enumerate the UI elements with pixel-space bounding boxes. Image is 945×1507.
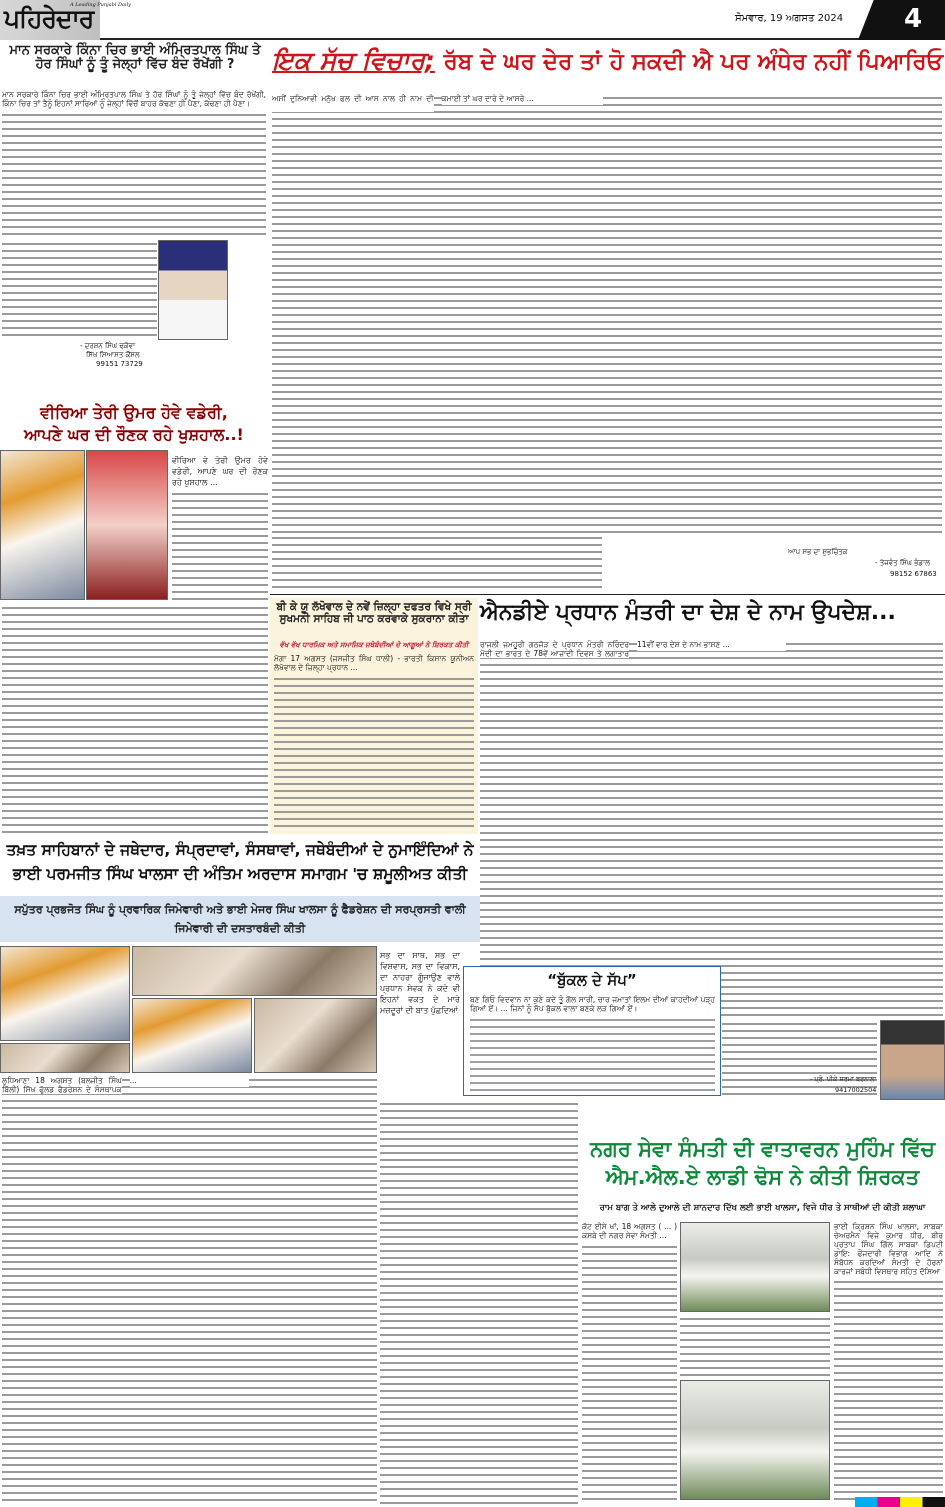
- left-top-body-text: ਮਾਨ ਸਰਕਾਰੇ ਕਿੰਨਾ ਚਿਰ ਭਾਈ ਅੰਮ੍ਰਿਤਪਾਲ ਸਿੰਘ ਤੇ ਹੋਰ ਸਿੰਘਾਂ ਨੂੰ ਤੂੰ ਜੇਲ੍ਹਾਂ ਵਿੱਚ ਬੰਦ ਰੱਖੇਂਗੀ, ਕਿੰਨਾ ਚਿਰ ਤਾਂ ਤੈਨੂੰ ਇਹਨਾਂ ਸਾਰਿਆਂ ਨੂੰ ਜੇਲ੍ਹਾਂ ਵਿੱਚੋਂ ਬਾਹਰ ਕੱਢਣਾ ਹੀ ਪੈਣਾ, ਕੱਢਣਾ ਹੀ ਪੈਣਾ।: [2, 90, 266, 108]
- takht-body: [2, 1076, 377, 1504]
- page-number-box: [858, 0, 945, 40]
- nda-author-photo: [880, 1020, 945, 1100]
- left-mid-headline-2: ਆਪਣੇ ਘਰ ਦੀ ਰੌਣਕ ਰਹੇ ਖੁਸ਼ਹਾਲ..!: [24, 425, 244, 444]
- wedding-photo-2: [86, 450, 168, 600]
- lead-kicker: ਇਕ ਸੱਚ ਵਿਚਾਰ;: [272, 46, 435, 75]
- lead-headline-text: ਰੱਬ ਦੇ ਘਰ ਦੇਰ ਤਾਂ ਹੋ ਸਕਦੀ ਐ ਪਰ ਅੰਧੇਰ ਨਹੀਂ ਪਿਆਰਿਓ: [443, 49, 944, 75]
- left-top-org: ਸਿੱਖ ਸਿਆਸਤ ਕੌਂਸਲ: [86, 351, 140, 359]
- nda-phone: 9417002504: [835, 1086, 877, 1094]
- left-mid-headline-1: ਵੀਰਿਆ ਤੇਰੀ ਉਮਰ ਹੋਵੇ ਵਡੇਰੀ,: [40, 403, 228, 422]
- takht-subhead: ਸਪੁੱਤਰ ਪ੍ਰਭਜੋਤ ਸਿੰਘ ਨੂੰ ਪ੍ਰਵਾਰਿਕ ਜਿਮੇਵਾਰੀ ਅਤੇ ਭਾਈ ਮੇਜਰ ਸਿੰਘ ਖਾਲਸਾ ਨੂੰ ਫੈਡਰੇਸ਼ਨ ਦੀ ਸਰਪ੍ਰਸਤੀ ਵਾਲੀ ਜਿਮੇਵਾਰੀ ਦੀ ਦਸਤਾਰਬੰਦੀ ਕੀਤੀ: [14, 903, 466, 935]
- ceremony-photo-5: [0, 1043, 130, 1073]
- lead-closing: ਆਪ ਸਭ ਦਾ ਸ਼ੁਭਚਿੰਤਕ: [788, 548, 848, 556]
- takht-body-text: ਲੁਧਿਆਣਾ 18 ਅਗਸਤ (ਬਲਜੀਤ ਸਿੰਘ ਬਿੱਲੀ) ਸਿੱਖ ਫੁੱਲਡ ਫੈਡਰੇਸ਼ਨ ਦੇ ਸੰਸਥਾਪਕ ...: [2, 1076, 249, 1094]
- nda-headline: ਐਨਡੀਏ ਪ੍ਰਧਾਨ ਮੰਤਰੀ ਦਾ ਦੇਸ਼ ਦੇ ਨਾਮ ਉਪਦੇਸ਼...: [480, 600, 896, 625]
- nagar-subhead: ਰਾਮ ਬਾਗ ਤੇ ਆਲੇ ਦੁਆਲੇ ਦੀ ਸ਼ਾਨਦਾਰ ਦਿੱਖ ਲਈ ਭਾਈ ਖਾਲਸਾ, ਵਿਜੇ ਧੀਰ ਤੇ ਸਾਥੀਆਂ ਦੀ ਕੀਤੀ ਸ਼ਲਾਘਾ: [599, 1203, 926, 1213]
- left-mid-side-lines: [172, 490, 268, 600]
- lead-author: - ਤੇਜਵੰਤ ਸਿੰਘ ਭੰਡਾਲ: [875, 559, 930, 567]
- left-top-body: [2, 90, 266, 240]
- nagar-body-text: ਕੋਟ ਈਸੇ ਖਾਂ, 18 ਅਗਸਤ ( ... ) ਕਸਬੇ ਦੀ ਨਗਰ ਸੇਵਾ ਸੰਮਤੀ ...: [582, 1222, 677, 1240]
- nagar-headline-2: ਐਮ.ਐਲ.ਏ ਲਾਡੀ ਢੋਸ ਨੇ ਕੀਤੀ ਸ਼ਿਰਕਤ: [605, 1165, 920, 1189]
- ceremony-photo-3: [132, 998, 252, 1073]
- left-mid-body: [2, 604, 268, 834]
- nagar-body: [582, 1222, 677, 1504]
- tagline: A Leading Punjabi Daily: [70, 2, 132, 8]
- bku-headline: ਬੀ ਕੇ ਯੂ ਲੱਖੋਵਾਲ ਦੇ ਨਵੇਂ ਜ਼ਿਲ੍ਹਾ ਦਫਤਰ ਵਿਖੇ ਸ੍ਰੀ ਸੁਖਮਨੀ ਸਾਹਿਬ ਜੀ ਪਾਠ ਕਰਵਾਕੇ ਸੁਕਰਾਨਾ ਕੀਤਾ: [276, 601, 472, 625]
- takht-side-text: [380, 950, 460, 1100]
- divider: [270, 594, 945, 595]
- logo: ਪਹਿਰੇਦਾਰ: [4, 4, 94, 33]
- bku-subhead: ਵੱਖ ਵੱਖ ਧਾਰਮਿਕ ਅਤੇ ਸਮਾਜਿਕ ਜਥੇਬੰਦੀਆਂ ਦੇ ਆਗੂਆਂ ਨੇ ਸ਼ਿਰਕਤ ਕੀਤੀ: [279, 641, 469, 649]
- lead-body-text: ਅਸੀਂ ਦੁਨਿਆਵੀ ਮਨੁੱਖ ਫਲ ਦੀ ਆਸ ਨਾਲ ਹੀ ਨਾਮ ਦੀ ਕਮਾਈ ਤਾਂ ਘਰ ਦਾਰੇ ਦੇ ਆਸਰੇ ...: [272, 94, 603, 112]
- bukkal-body-text: ਬਣ ਗਿਓ ਵਿਦਵਾਨ ਨਾ ਕੁਣੇ ਕਦੇ ਤੂੰ ਗੱਲ ਸਾਰੀ, ਚਾਰ ਜਮਾਤਾਂ ਇਲਮ ਦੀਆਂ ਕਾਹਦੀਆਂ ਪੜ੍ਹ ਗਿਆਂ ਏਂ। ... ਜਿਨਾਂ ਨੂੰ ਸੱਪ ਬੁੱਕਲ ਵਾਲਾ ਬਣਕੇ ਲੜ ਗਿਆਂ ਏਂ।: [470, 995, 715, 1013]
- ceremony-photo-4: [254, 998, 377, 1073]
- nagar-photo-2: [680, 1380, 830, 1500]
- nagar-body-2: [680, 1315, 830, 1377]
- author-photo: [158, 240, 228, 340]
- takht-headline-2: ਭਾਈ ਪਰਮਜੀਤ ਸਿੰਘ ਖਾਲਸਾ ਦੀ ਅੰਤਿਮ ਅਰਦਾਸ ਸਮਾਗਮ 'ਚ ਸ਼ਮੂਲੀਅਤ ਕੀਤੀ: [12, 865, 468, 883]
- nagar-photo-1: [680, 1222, 830, 1312]
- date: ਸੋਮਵਾਰ, 19 ਅਗਸਤ 2024: [735, 13, 844, 24]
- ceremony-photo-1: [0, 946, 130, 1041]
- nda-author: - ਪ੍ਰੋ. ਪੀਕੇ ਸ਼ਰਮਾ ਬਰਨਾਲਾ: [810, 1075, 877, 1083]
- left-top-author: - ਦਰਸ਼ਨ ਸਿੰਘ ਢਕੋਵਾ: [80, 342, 136, 350]
- nagar-side-text: [834, 1222, 943, 1504]
- lead-body: [272, 94, 942, 534]
- bukkal-title: “ਬੁੱਕਲ ਦੇ ਸੱਪ”: [547, 971, 637, 989]
- color-registration-bar: [855, 1497, 945, 1507]
- nda-body-text: ਰਾਜਲੀ ਜਮਹੂਰੀ ਗਠਜੋੜ ਦੇ ਪ੍ਰਧਾਨ ਮੰਤਰੀ ਨਰਿੰਦਰ ਮੋਦੀ ਦਾ ਭਾਰਤ ਦੇ 78ਵੇਂ ਆਜ਼ਾਦੀ ਦਿਵਸ ਤੇ ਲਗਾਤਾਰ 11ਵੀਂ ਵਾਰ ਦੇਸ਼ ਦੇ ਨਾਮ ਭਾਸ਼ਣ ...: [480, 640, 786, 658]
- takht-headline-1: ਤਖ਼ਤ ਸਾਹਿਬਾਨਾਂ ਦੇ ਜਥੇਦਾਰ, ਸੰਪ੍ਰਦਾਵਾਂ, ਸੰਸਥਾਵਾਂ, ਜਥੇਬੰਦੀਆਂ ਦੇ ਨੁਮਾਇੰਦਿਆਂ ਨੇ: [6, 841, 474, 859]
- ceremony-photo-2: [132, 946, 377, 996]
- bku-body-text: ਮੋਗਾ 17 ਅਗਸਤ (ਜਸਜੀਤ ਸਿੰਘ ਧਾਲੀ) - ਭਾਰਤੀ ਕਿਸਾਨ ਯੂਨੀਅਨ ਲੱਖੋਵਾਲ ਦੇ ਜ਼ਿਲ੍ਹਾ ਪ੍ਰਧਾਨ ...: [274, 654, 474, 672]
- nda-body: [480, 640, 943, 1020]
- lead-phone: 98152 67863: [890, 570, 937, 578]
- bukkal-body: [470, 995, 715, 1091]
- takht-body-2: [380, 1100, 578, 1504]
- lead-body-end: [272, 534, 602, 590]
- left-top-body-2: [2, 240, 157, 340]
- takht-side-text-content: ਸਭ ਦਾ ਸਾਥ, ਸਭ ਦਾ ਵਿਸ਼ਵਾਸ, ਸਭ ਦਾ ਵਿਕਾਸ, ਦਾ ਨਾਹਰਾ ਗੂੰਜਾਉਣ ਵਾਲੇ ਪ੍ਰਧਾਨ ਸੇਵਕ ਨੇ ਕਦੇ ਵੀ ਇਹਨਾਂ ਵਕਤ ਦੇ ਮਾਰੇ ਮਜ਼ਦੂਰਾਂ ਦੀ ਬਾਤ ਪੁੱਛਦਿਆਂ: [380, 950, 460, 1018]
- nagar-side-text-content: ਭਾਈ ਕ੍ਰਿਸ਼ਨ ਸਿੰਘ ਖਾਲਸਾ, ਸਾਬਕਾ ਚੇਅਰਮੈਨ ਵਿਜੇ ਕੁਮਾਰ ਧੀਰ, ਬੀਰ ਪ੍ਰਤਾਪ ਸਿੰਘ ਗਿੱਲ ਸਾਬਕਾ ਡਿਪਟੀ ਡਾਇ: ਫੌਜਦਾਰੀ ਵਿਭਾਗ ਆਦਿ ਨੇ ਸੰਬੋਧਨ ਕਰਦਿਆਂ ਸੰਮਤੀ ਦੇ ਹੋਰਨਾਂ ਕਾਰਜਾਂ ਸਬੰਧੀ ਵਿਸਥਾਰ ਸਹਿਤ ਦੱਸਿਆ: [834, 1222, 943, 1276]
- nagar-headline-1: ਨਗਰ ਸੇਵਾ ਸੰਮਤੀ ਦੀ ਵਾਤਾਵਰਨ ਮੁਹਿੰਮ ਵਿੱਚ: [590, 1137, 935, 1161]
- masthead-rule: [100, 38, 860, 40]
- masthead: [0, 0, 945, 40]
- left-mid-side-text-content: ਵੀਰਿਆ ਵੇ ਤੇਰੀ ਉਮਰ ਹੋਵੇ ਵਡੇਰੀ, ਆਪਣੇ ਘਰ ਦੀ ਰੌਣਕ ਰਹੇ ਖੁਸ਼ਹਾਲ ...: [172, 455, 268, 490]
- page-number: 4: [904, 4, 923, 34]
- wedding-photo-1: [0, 450, 85, 600]
- left-top-headline: ਮਾਨ ਸਰਕਾਰੇ ਕਿੰਨਾ ਚਿਰ ਭਾਈ ਅੰਮ੍ਰਿਤਪਾਲ ਸਿੰਘ ਤੇ ਹੋਰ ਸਿੰਘਾਂ ਨੂੰ ਤੂੰ ਜੇਲ੍ਹਾਂ ਵਿੱਚ ਬੰਦ ਰੱਖੇਂਗੀ ?: [9, 43, 261, 73]
- bku-body: [274, 654, 474, 830]
- lead-headline: [272, 46, 945, 90]
- left-top-phone: 99151 73729: [96, 360, 143, 368]
